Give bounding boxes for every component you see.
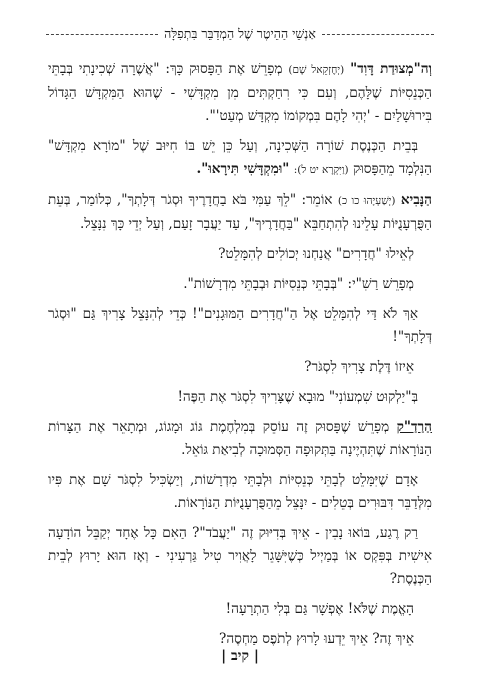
paragraph-1: [48, 58, 432, 128]
header-rule-right: [322, 34, 434, 35]
source-reference: (יְשַׁעְיָהוּ כו כ): [337, 195, 396, 207]
paragraph-text: מְפָרֵשׁ שֶׁפָּסוּק זֶה עוֹסֵק בְּמִלְחֶמֶת גּוֹג וּמָגוֹג, וּמְתָאֵר אֶת הַצָּרוֹת הַנּוֹרָאוֹת שֶׁתִּהְיֶינָה בַּתְּקוּפָה הַסְּמוּכָה לְבִיאַת גּוֹאֵל.: [48, 419, 432, 458]
paragraph-6: אַךְ לֹא דַּי לְהִמָּלֵט אֶל הַ"חֲדָרִים הַמּוּגָנִים"! כְּדֵי לְהִנָּצֵל צָרִיךְ גַּם "וּסְגֹר דְּלָתְךָ"!: [48, 306, 432, 345]
paragraph-5: מְפָרֵשׁ רַשִׁ"י: "בְּבָתֵּי כְּנֵסִיּוֹת וּבְבָתֵּי מִדְרָשׁוֹת".: [183, 276, 414, 292]
paragraph-text: אוֹמֵר: "לֵךְ עַמִּי בֹּא בַחֲדָרֶיךָ וּסְגֹר דְּלָתְךָ", כְּלוֹמַר, בְּעֵת הַפֻּרְעָנֻיּוֹת עָלֵינוּ לְהִתְחַבֵּא "בַּחֲדָרֶיךָ", עַד יַעֲבָר זָעַם, וְעַל יְדֵי כָּךְ נִנָּצֵל.: [48, 192, 432, 232]
paragraph-11: רַק רֶגַע, בּוֹאוּ נָבִין - אֵיךְ בְּדִיּוּק זֶה "יַעֲבֹד"? הַאִם כָּל אֶחָד יְקַבֵּל הוֹדָעָה אִישִׁית בְּפִּקְס אוֹ בְּמַיְיל כְּשֶׁיִּשָּׁגֵר לָאֲוִיר טִיל גַּרְעִינִי - וְאָז הוּא יָרוּץ לְבֵית הַכְּנֶסֶת?: [48, 525, 432, 587]
paragraph-13: אֵיךְ זֶה? אֵיךְ יֵדְעוּ לָרוּץ לְתֹפֶס מַחְסֶה?: [219, 631, 414, 647]
header-title: אַנְשֵׁי הַהֵיטֶר שֶׁל הַמְדַבֵּר בִּתְפִלָּה: [164, 26, 316, 41]
paragraph-7: אֵיזוֹ דֶּלֶת צָרִיךְ לִסְגֹּר?: [304, 359, 414, 375]
source-reference: (יְחֶזְקֵאל שָׁם): [288, 64, 345, 76]
paragraph-quote: "וּמִקְדָּשִׁי תִּירָאוּ".: [196, 161, 290, 177]
paragraph-3: [48, 189, 432, 236]
paragraph-text: בְּבֵית הַכְּנֶסֶת שׁוֹרָה הַשְּׁכִינָה, וְעַל כֵּן יֵשׁ בּוֹ חִיּוּב שֶׁל "מוֹרָא מִקְדָּשׁ" הַנִּלְמָד מֵהַפָּסוּק: [48, 138, 432, 177]
paragraph-4: לְאֵילוּ "חֲדָרִים" אֲנַחְנוּ יְכוֹלִים לְהִמָּלֵט?: [218, 246, 414, 262]
paragraph-text: מְפָרֵשׁ אֶת הַפָּסוּק כָּךְ: "אֲשֶׁרָה שְׁכִינָתִי בְּבָתֵּי הַכְּנֵסִיּוֹת שֶׁלָּהֶם, וְעִם כִּי רִחַקְתִּים מִן מִקְדָּשִׁי - שֶׁהוּא הַמִּקְדָּשׁ הַגָּדוֹל בִּירוּשָׁלַיִם - 'יְהִי לָהֶם בִּמְקוֹמוֹ מִקְדָּשׁ מְעַט'".: [48, 61, 432, 124]
paragraph-8: בְּ"יַלְקוּט שִׁמְעוֹנִי" מוּבָא שֶׁצָּרִיךְ לִסְגֹּר אֶת הַפֶּה!: [177, 389, 418, 405]
header-rule-left: [46, 34, 158, 35]
source-name: הַנָּבִיא: [400, 192, 433, 208]
source-reference: (וַיִּקְרָא יט ל):: [293, 164, 349, 176]
paragraph-12: הָאֱמֶת שֶׁלֹּא! אֶפְשָׁר גַּם בְּלִי הַתְרָעָה!: [225, 601, 414, 617]
main-text: [48, 58, 432, 658]
paragraph-9: [48, 416, 432, 462]
source-name: הַרַדַ"ק: [396, 419, 433, 435]
running-header: [46, 24, 434, 44]
source-name: וְה"מְצוּדַת דָּוִד": [350, 61, 432, 77]
paragraph-10: אָדָם שֶׁיִּמָּלֵט לְבָתֵּי כְּנֵסִיּוֹת וּלְבָתֵּי מִדְרָשׁוֹת, וְיַשְׂכִּיל לִסְגֹּר שָׁם אֶת פִּיו מִלְּדַבֵּר דִּבּוּרִים בְּטֵלִים - יִנָּצֵל מֵהַפֻּרְעָנֻיּוֹת הַנּוֹרָאוֹת.: [48, 472, 432, 511]
paragraph-2: [48, 135, 432, 182]
page-number: | קיב |: [221, 648, 259, 664]
